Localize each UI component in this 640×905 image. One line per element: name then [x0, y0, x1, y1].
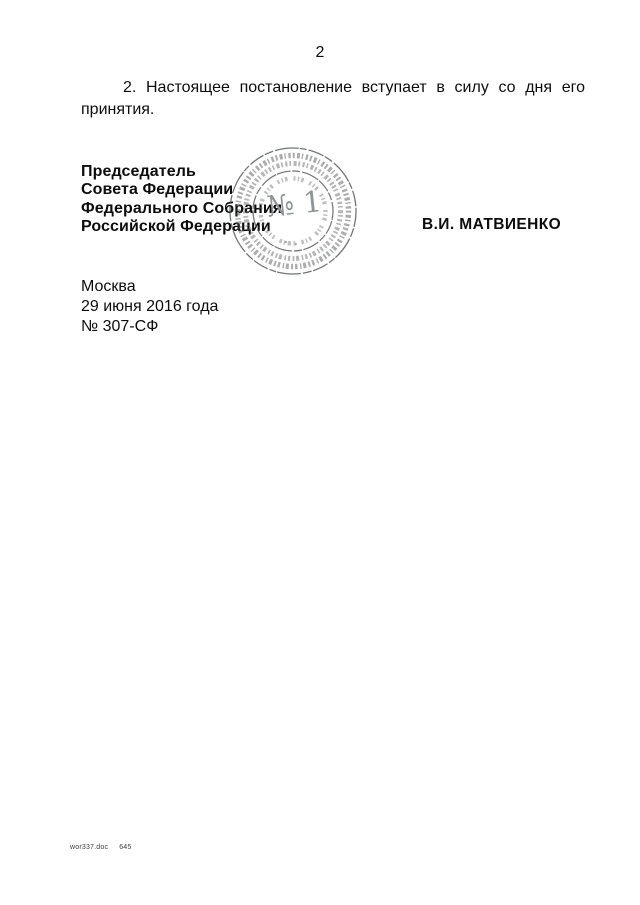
signature-title-line: Председатель: [81, 163, 196, 180]
stamp-dot: [285, 241, 287, 243]
footnote-code: 645: [119, 844, 132, 851]
footnote-filename: wor337.doc: [70, 844, 109, 851]
signatory-name: В.И. МАТВИЕНКО: [422, 216, 562, 233]
issue-block: [81, 277, 218, 337]
signature-title-line: Федерального Собрания: [81, 199, 283, 217]
signature-title-line: Совета Федерации: [81, 181, 234, 199]
issue-date: 29 июня 2016 года: [81, 298, 219, 315]
stamp-seal-icon: [222, 140, 364, 282]
page-number: 2: [315, 44, 325, 61]
stamp-dot: [295, 243, 297, 245]
file-footnote: [70, 844, 131, 851]
body-paragraph: [81, 77, 585, 121]
stamp-number: № 1: [265, 184, 324, 224]
paragraph-line: принятия.: [81, 101, 155, 118]
paragraph-line: 2. Настоящее постановление вступает в силу со дня его: [123, 79, 585, 96]
issue-place: Москва: [81, 278, 136, 295]
issue-doc-number: № 307-СФ: [81, 318, 159, 335]
signature-title-line: Российской Федерации: [81, 218, 271, 236]
